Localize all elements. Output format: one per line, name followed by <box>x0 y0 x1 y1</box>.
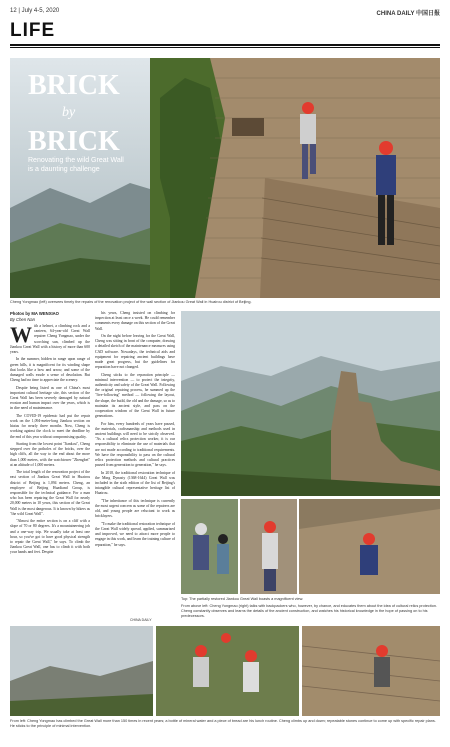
article-paragraph: In the summer, hidden in range upon range of green hills, it is magnificent for its winding shape that looks like a bow and arrow, and some of the damaged walls exude a sense of desolation. But Cheng had no time to appreciate the scenery. <box>10 357 90 383</box>
caption-bottom: From left: Cheng Yongmao has climbed the Great Wall more than 150 times in recent years; a bottle of mineral water and a piece of bread are his lunch routine. Cheng climbs up and down; repeatable stones continue to come up with specific repair plans. He sticks to the principle of minimal intervention. <box>10 719 436 728</box>
article-paragraph: With a helmet, a climbing rock and a canteen, 64-year-old Great Wall repairer Cheng Yongmao, under the scorching sun, climbed up the Jiankou Great Wall with a history of more than 600 years. <box>10 324 90 355</box>
great-wall-hero-illustration <box>10 58 440 298</box>
author: By Chen Nan <box>10 316 35 322</box>
article-paragraph: "Almost the entire section is on a cliff with a slope of 70 or 80 degrees. It's a mountaineering job and a one-way trip. We usually take at least one hour, so you've got to have good physical strength to repair the Great Wall," he says. To climb the Jiankou Great Wall, one has to climb it with both your hands and feet. Despite <box>10 519 90 555</box>
article-paragraph: Cheng sticks to the reparation principle — minimal intervention — to protect the integrity, authenticity and safety of the Great Wall. Following the original repairing process, he summed up the "five-following" method — following the layout, the shape, the build, the old and the damage, so as to maintain its ancient style, and pass on the cooperation wisdom of the Great Wall in future generations. <box>95 372 175 419</box>
bottom-photo-1 <box>10 626 153 716</box>
masthead: CHINA DAILY 中国日报 <box>376 11 440 17</box>
section-rule <box>10 44 440 46</box>
headline-top: BRICK <box>28 70 120 101</box>
article-paragraph: "To make the traditional restoration technique of the Great Wall widely spread, applied, summarized and improved, we need to attract more people to engage in this work, and learn the training culture of reparation," he says. <box>95 521 175 547</box>
article-paragraph: The total length of the renovation project of the east section of Jiankou Great Wall in Huairou district of Beijing is 1,094 meters. Cheng, an employee of Beijing Huadiand Group, is responsible for the technical guidance. For a man who has been repairing the Great Wall for nearly 20,000 meters in 10 years, this section of the Great Wall is the most dangerous. It is known by hikers as "the wild Great Wall". <box>10 470 90 516</box>
section-rule-thin <box>10 47 440 48</box>
headline-by: by <box>62 105 76 120</box>
article-paragraph: The COVID-19 epidemic had put the repair work on the 1,094-meter-long Jiankou section on hiatus for nearly three months. Now, Cheng is working against the clock to meet the deadline by the end of this year without compromising quality. <box>10 413 90 439</box>
page-date: 12 | July 4-5, 2020 <box>10 8 60 14</box>
backpackers-photo-1 <box>181 499 238 594</box>
drop-cap: W <box>10 324 32 347</box>
article-paragraph: In 2018, the traditional restoration technique of the Ming Dynasty (1368-1644) Great Wall was included in the sixth edition of the list of Beijing's intangible cultural representative heritage list of Huairou. <box>95 470 175 496</box>
headline-bottom: BRICK <box>28 126 120 157</box>
bottom-photo-3 <box>302 626 440 716</box>
hero-caption: Cheng Yongmao (left) oversees timely the repairs of the renovation project of the wall section of Jiankou Great Wall in Huairou district of Beijing. <box>10 300 252 304</box>
article-paragraph: On the night before leaving for the Great Wall, Cheng was sitting in front of the computer, drawing a detailed sketch of the maintenance measures using CAD software. Nowadays, the technical aids and equipment for repairing ancient buildings have made great progress, but the guidelines for reparation have not changed. <box>95 334 175 370</box>
section-title: LIFE <box>10 20 56 41</box>
article-paragraph: Despite being listed as one of China's most important cultural heritage site, this section of the Great Wall has been severely damaged by natural erosion and human impact over the years, which is in dire need of maintenance. <box>10 385 90 411</box>
page-header <box>10 7 440 17</box>
byline <box>10 311 90 322</box>
cheng-inspecting-photo <box>299 499 440 594</box>
subheadline-line-1: Renovating the wild Great Wall <box>28 157 124 164</box>
backpackers-photo-2 <box>240 499 297 594</box>
bottom-photo-2 <box>156 626 299 716</box>
article-paragraph: "The inheritance of this technique is currently the most urgent concern as some of the repairers are old, and young people are reluctant to work as bricklayers. <box>95 498 175 519</box>
hero-photo <box>10 58 440 298</box>
top-landscape-photo <box>181 311 440 496</box>
photo-credit: Photos by MA WENXIAO <box>10 311 59 316</box>
caption-top-right: Top: The partially restored Jiankou Great Wall boasts a magnificent view. <box>181 597 304 601</box>
caption-from-above-left: From above left: Cheng Yongmao (right) talks with backpackers who, however, by chance, and educates them about the idea of cultural relics protection. Cheng constantly observes and learns the details of the ancient construction, and watches his historical knowledge in the hope of passing on to his predecessors. <box>181 604 438 618</box>
article-paragraph: his years, Cheng insisted on climbing for inspection at least once a week. He could remember comments every damage on this section of the Great Wall. <box>95 311 175 331</box>
photo-credit-china-daily: CHINA DAILY <box>130 618 152 622</box>
subheadline-line-2: is a daunting challenge <box>28 166 100 173</box>
article-paragraph: For him, every hundreds of years have passed, the materials, craftsmanship and methods used in ancient buildings will need to be strictly observed. "As a cultural relics protection worker, it is our responsibility to eliminate the use of materials that are not made according to traditional requirements. We have the responsibility to pass on the cultural relics protection methods and cultural practices passed from generation to generation," he says. <box>95 421 175 468</box>
article-paragraph: Starting from the lowest point "Jiankou", Cheng stepped over the potholes of the bricks, over the high cliffs, all the way to the end about the more than 1,000 meters, with the watchtower "Zhengbei" at an altitude of 1,000 meters. <box>10 442 90 467</box>
